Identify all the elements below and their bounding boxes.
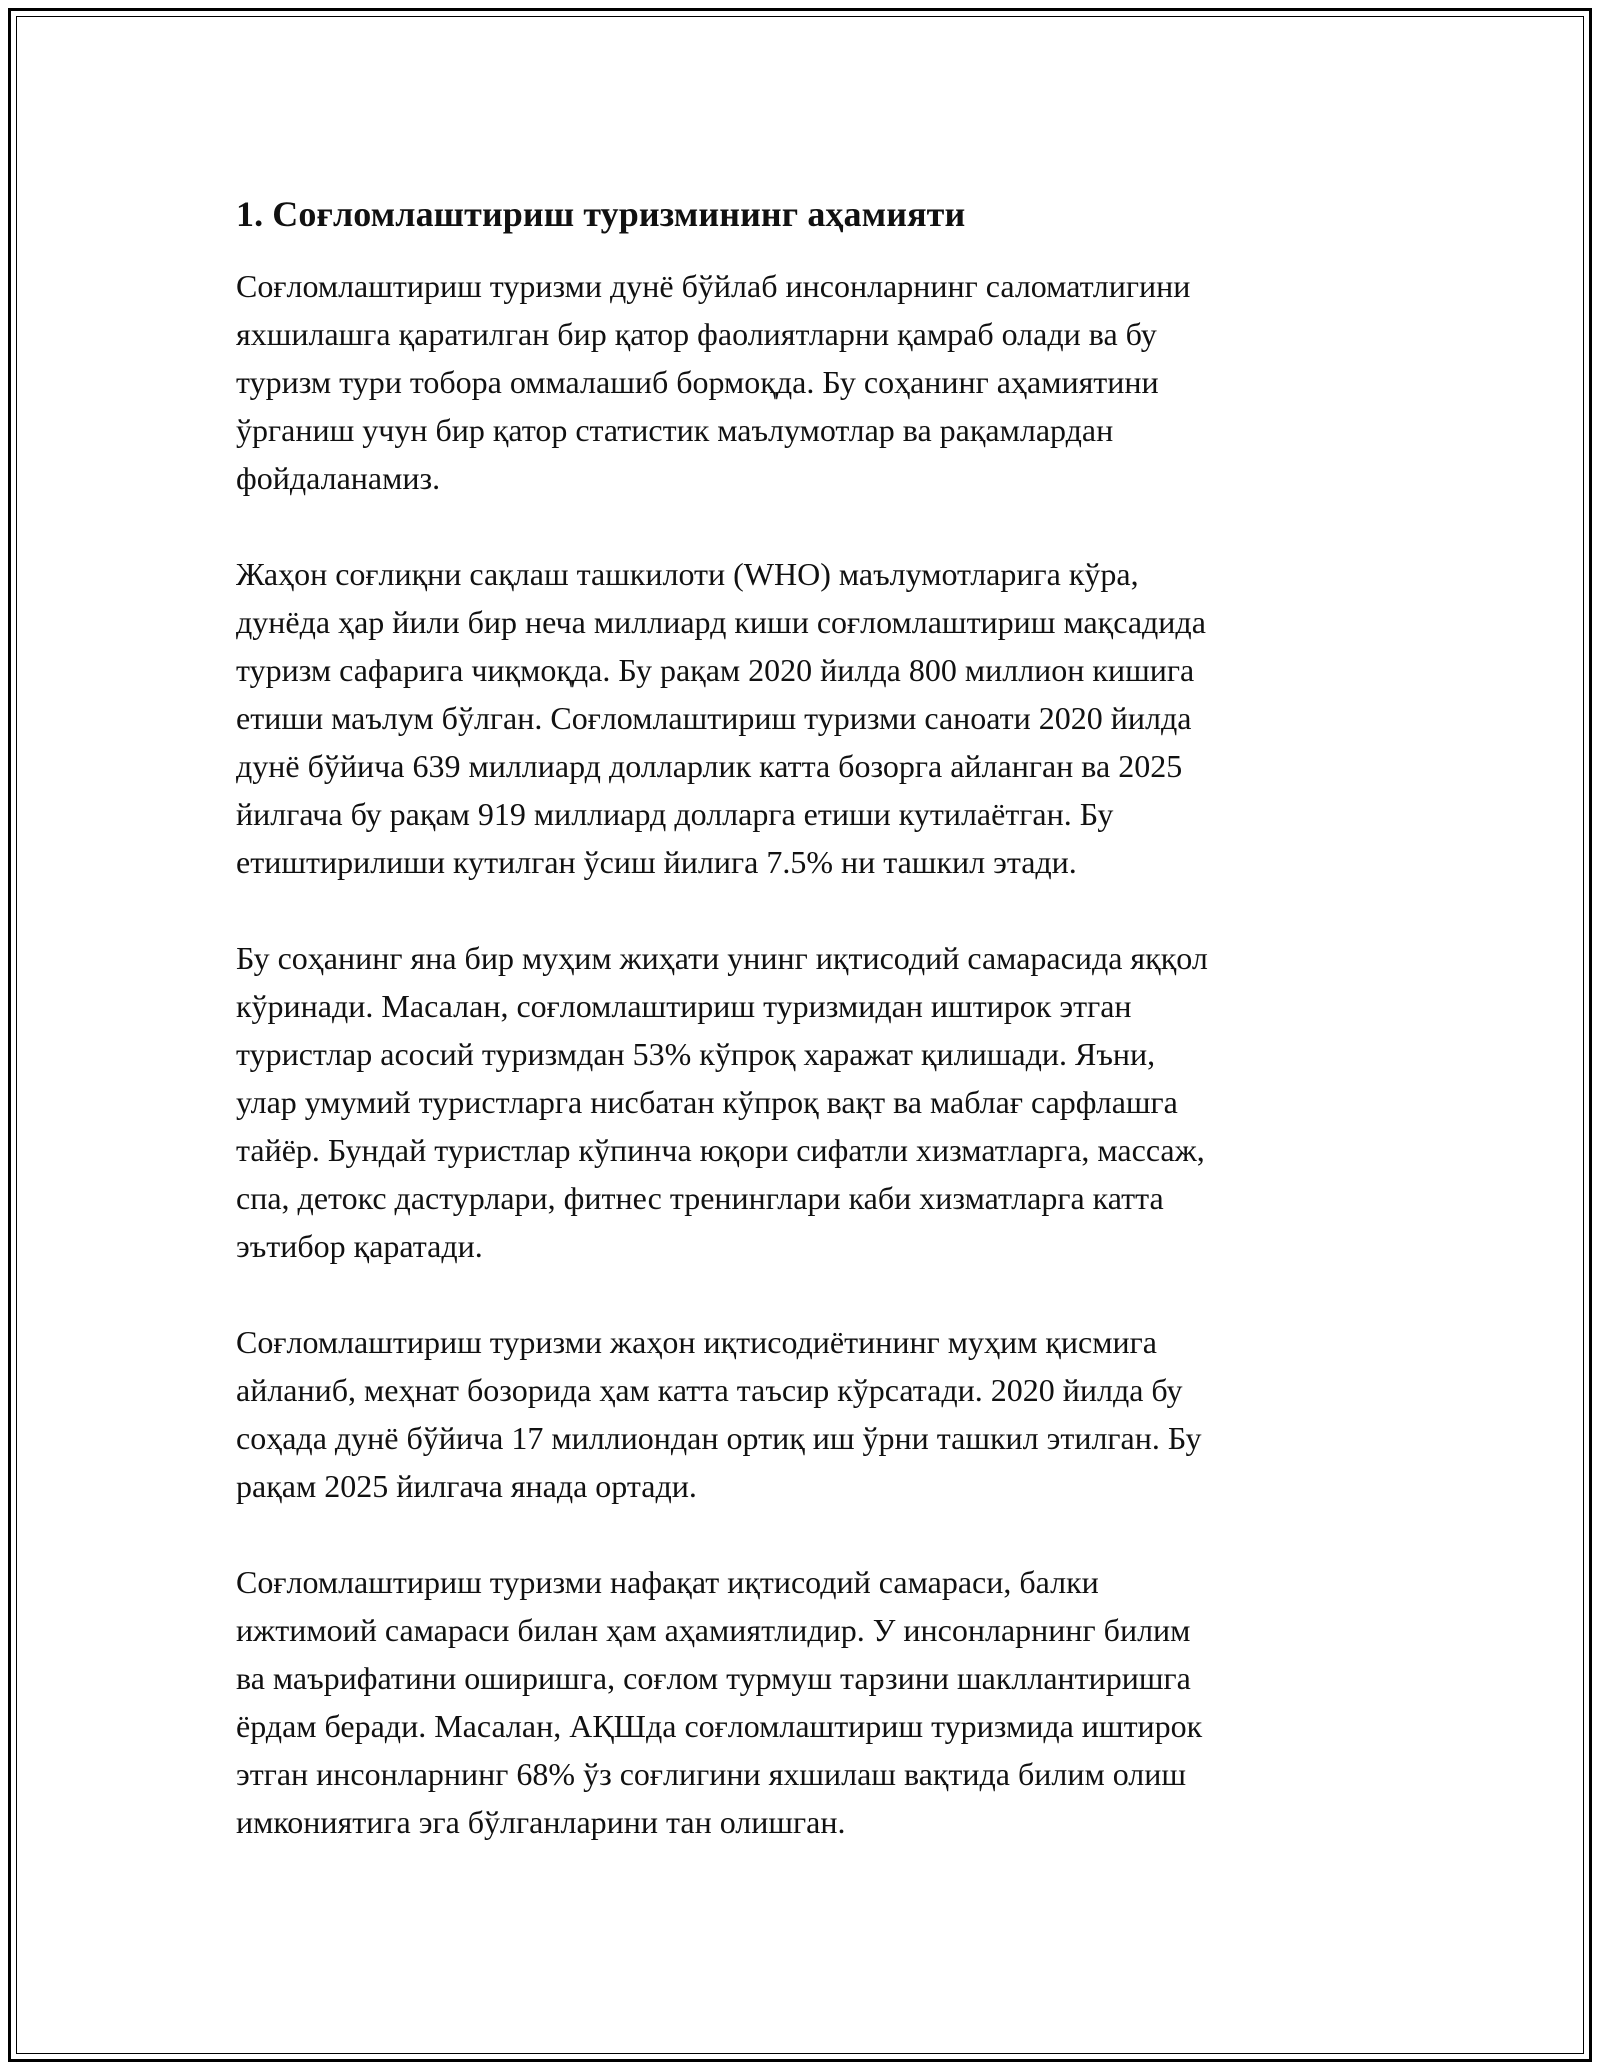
text-line: Соғломлаштириш туризми жаҳон иқтисодиётининг муҳим қисмига <box>236 1324 1157 1360</box>
paragraph-3 <box>236 934 1376 1270</box>
text-line: ижтимоий самараси билан ҳам аҳамиятлидир. У инсонларнинг билим <box>236 1612 1191 1648</box>
text-line: кўринади. Масалан, соғломлаштириш туризмидан иштирок этган <box>236 988 1132 1024</box>
text-line: етиши маълум бўлган. Соғломлаштириш туризми саноати 2020 йилда <box>236 700 1192 736</box>
text-line: дунё бўйича 639 миллиард долларлик катта бозорга айланган ва 2025 <box>236 748 1183 784</box>
document-body <box>236 190 1376 1894</box>
text-line: етиштирилиши кутилган ўсиш йилига 7.5% ни ташкил этади. <box>236 844 1077 880</box>
text-line: ва маърифатини оширишга, соғлом турмуш тарзини шакллантиришга <box>236 1660 1191 1696</box>
text-line: улар умумий туристларга нисбатан кўпроқ вақт ва маблағ сарфлашга <box>236 1084 1178 1120</box>
text-line: ўрганиш учун бир қатор статистик маълумотлар ва рақамлардан <box>236 412 1114 448</box>
paragraph-2 <box>236 550 1376 886</box>
text-line: туристлар асосий туризмдан 53% кўпроқ харажат қилишади. Яъни, <box>236 1036 1156 1072</box>
paragraph-5 <box>236 1558 1376 1846</box>
text-line: дунёда ҳар йили бир неча миллиард киши соғломлаштириш мақсадида <box>236 604 1206 640</box>
text-line: Соғломлаштириш туризми нафақат иқтисодий самараси, балки <box>236 1564 1099 1600</box>
text-line: йилгача бу рақам 919 миллиард долларга етиши кутилаётган. Бу <box>236 796 1114 832</box>
text-line: тайёр. Бундай туристлар кўпинча юқори сифатли хизматларга, массаж, <box>236 1132 1205 1168</box>
paragraph-1 <box>236 262 1376 502</box>
text-line: яхшилашга қаратилган бир қатор фаолиятларни қамраб олади ва бу <box>236 316 1157 352</box>
text-line: этган инсонларнинг 68% ўз соғлигини яхшилаш вақтида билим олиш <box>236 1756 1187 1792</box>
text-line: рақам 2025 йилгача янада ортади. <box>236 1468 697 1504</box>
text-line: туризм тури тобора оммалашиб бормоқда. Бу соҳанинг аҳамиятини <box>236 364 1159 400</box>
text-line: Жаҳон соғлиқни сақлаш ташкилоти (WHO) маълумотларига кўра, <box>236 556 1139 592</box>
text-line: айланиб, меҳнат бозорида ҳам катта таъсир кўрсатади. 2020 йилда бу <box>236 1372 1183 1408</box>
text-line: имкониятига эга бўлганларини тан олишган. <box>236 1804 846 1840</box>
text-line: соҳада дунё бўйича 17 миллиондан ортиқ иш ўрни ташкил этилган. Бу <box>236 1420 1202 1456</box>
text-line: туризм сафарига чиқмоқда. Бу рақам 2020 йилда 800 миллион кишига <box>236 652 1195 688</box>
paragraph-4 <box>236 1318 1376 1510</box>
text-line: Бу соҳанинг яна бир муҳим жиҳати унинг иқтисодий самарасида яққол <box>236 940 1208 976</box>
text-line: эътибор қаратади. <box>236 1228 483 1264</box>
text-line: ёрдам беради. Масалан, АҚШда соғломлаштириш туризмида иштирок <box>236 1708 1203 1744</box>
text-line: Соғломлаштириш туризми дунё бўйлаб инсонларнинг саломатлигини <box>236 268 1191 304</box>
section-heading: 1. Соғломлаштириш туризмининг аҳамияти <box>236 194 966 234</box>
text-line: спа, детокс дастурлари, фитнес тренинглари каби хизматларга катта <box>236 1180 1164 1216</box>
text-line: фойдаланамиз. <box>236 460 441 496</box>
